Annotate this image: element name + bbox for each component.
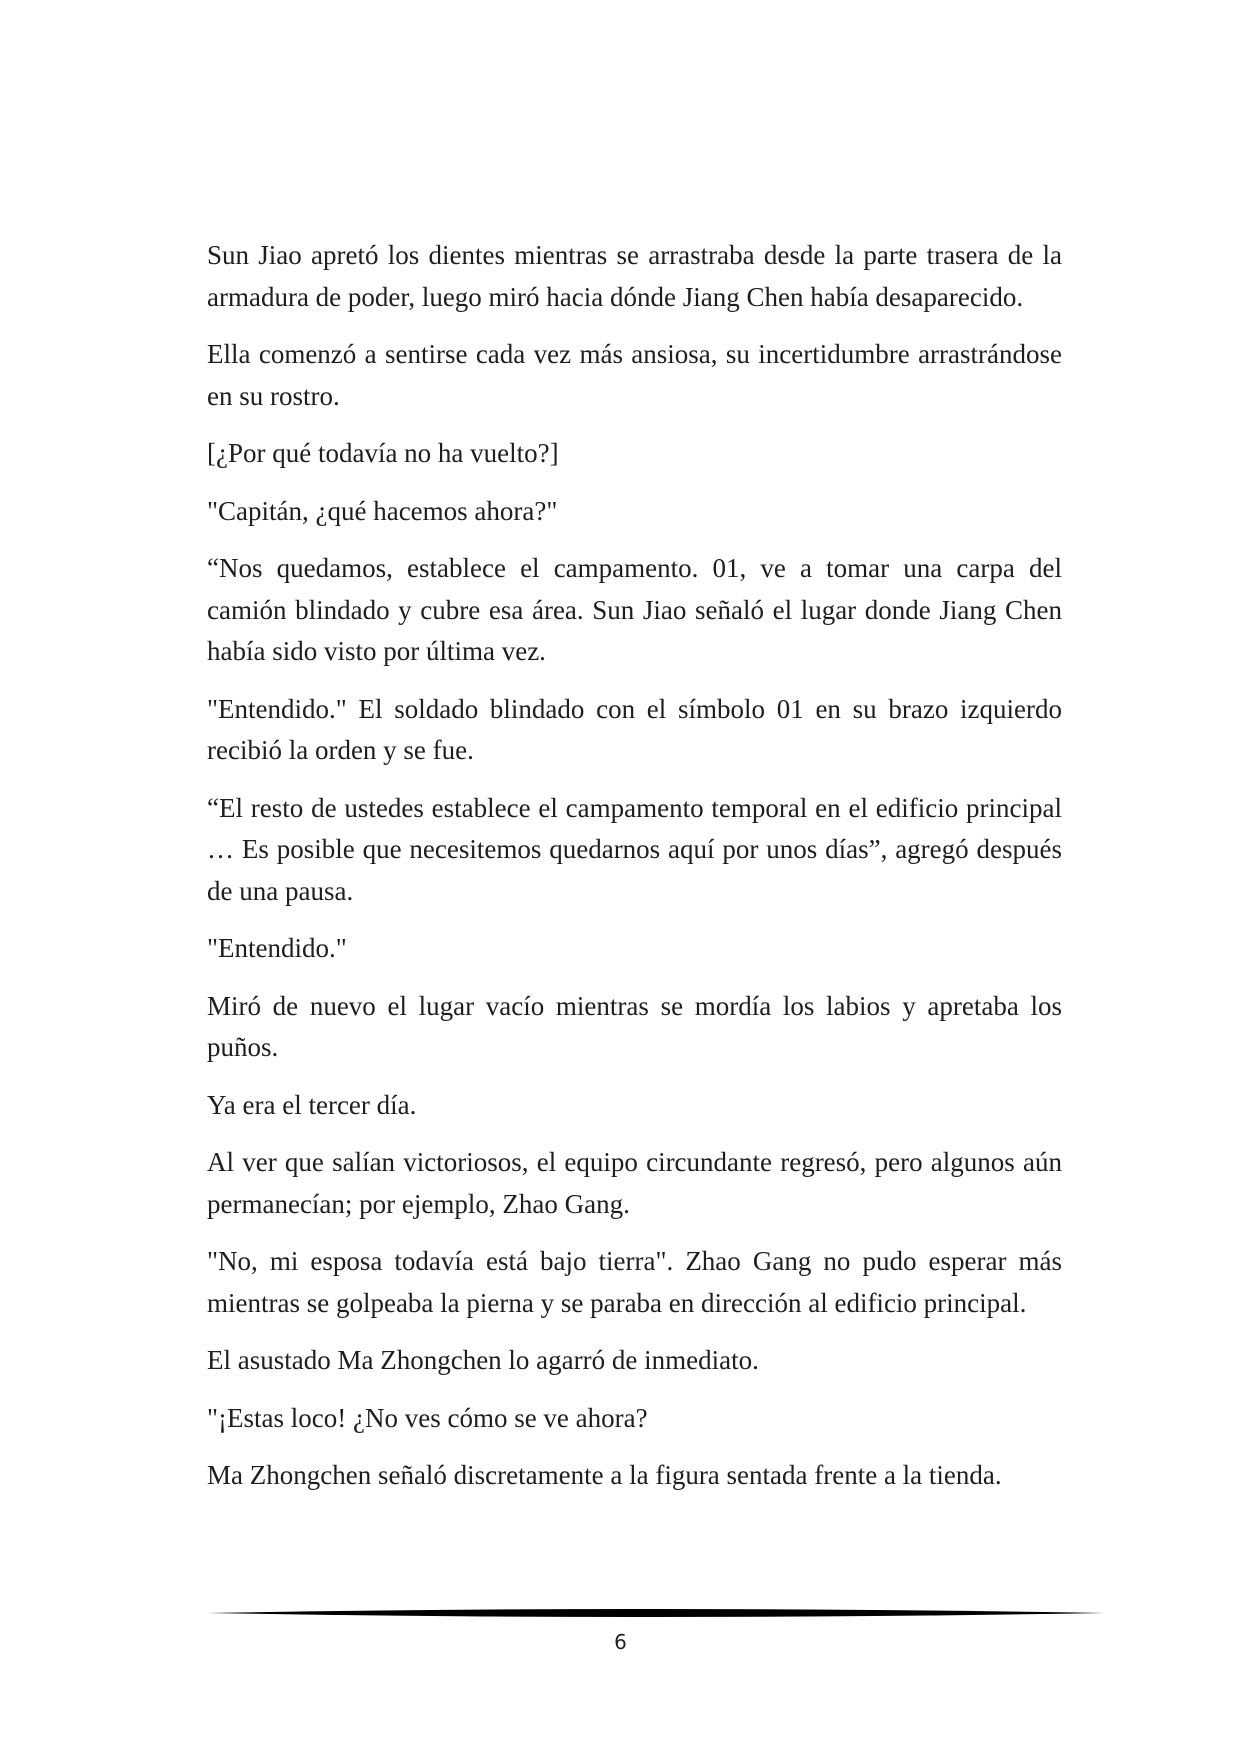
paragraph: “El resto de ustedes establece el campamento temporal en el edificio principal … Es posible que necesitemos quedarnos aquí por unos días”, agregó después de una pausa.: [207, 792, 1062, 906]
paragraph: Al ver que salían victoriosos, el equipo circundante regresó, pero algunos aún permanecían; por ejemplo, Zhao Gang.: [207, 1147, 1062, 1219]
paragraph: "Entendido.": [207, 933, 347, 963]
body-text: [207, 235, 1062, 1513]
paragraph: "Entendido." El soldado blindado con el símbolo 01 en su brazo izquierdo recibió la orden y se fue.: [207, 693, 1062, 765]
paragraph: “Nos quedamos, establece el campamento. 01, ve a tomar una carpa del camión blindado y cubre esa área. Sun Jiao señaló el lugar donde Jiang Chen había sido visto por última vez.: [207, 553, 1062, 666]
paragraph: Ma Zhongchen señaló discretamente a la figura sentada frente a la tienda.: [207, 1460, 1002, 1490]
paragraph: Miró de nuevo el lugar vacío mientras se mordía los labios y apretaba los puños.: [207, 990, 1062, 1062]
paragraph: [¿Por qué todavía no ha vuelto?]: [207, 438, 559, 468]
page-number: 6: [614, 1630, 627, 1654]
paragraph: El asustado Ma Zhongchen lo agarró de inmediato.: [207, 1345, 759, 1375]
paragraph: Sun Jiao apretó los dientes mientras se arrastraba desde la parte trasera de la armadura de poder, luego miró hacia dónde Jiang Chen había desaparecido.: [207, 240, 1062, 312]
paragraph: "Capitán, ¿qué hacemos ahora?": [207, 495, 558, 526]
paragraph: Ella comenzó a sentirse cada vez más ansiosa, su incertidumbre arrastrándose en su rostro.: [207, 339, 1062, 411]
paragraph: Ya era el tercer día.: [207, 1089, 417, 1120]
paragraph: "No, mi esposa todavía está bajo tierra". Zhao Gang no pudo esperar más mientras se golpeaba la pierna y se paraba en dirección al edificio principal.: [207, 1246, 1062, 1318]
footer-divider-rule: [207, 1606, 1105, 1620]
paragraph: "¡Estas loco! ¿No ves cómo se ve ahora?: [207, 1402, 648, 1433]
